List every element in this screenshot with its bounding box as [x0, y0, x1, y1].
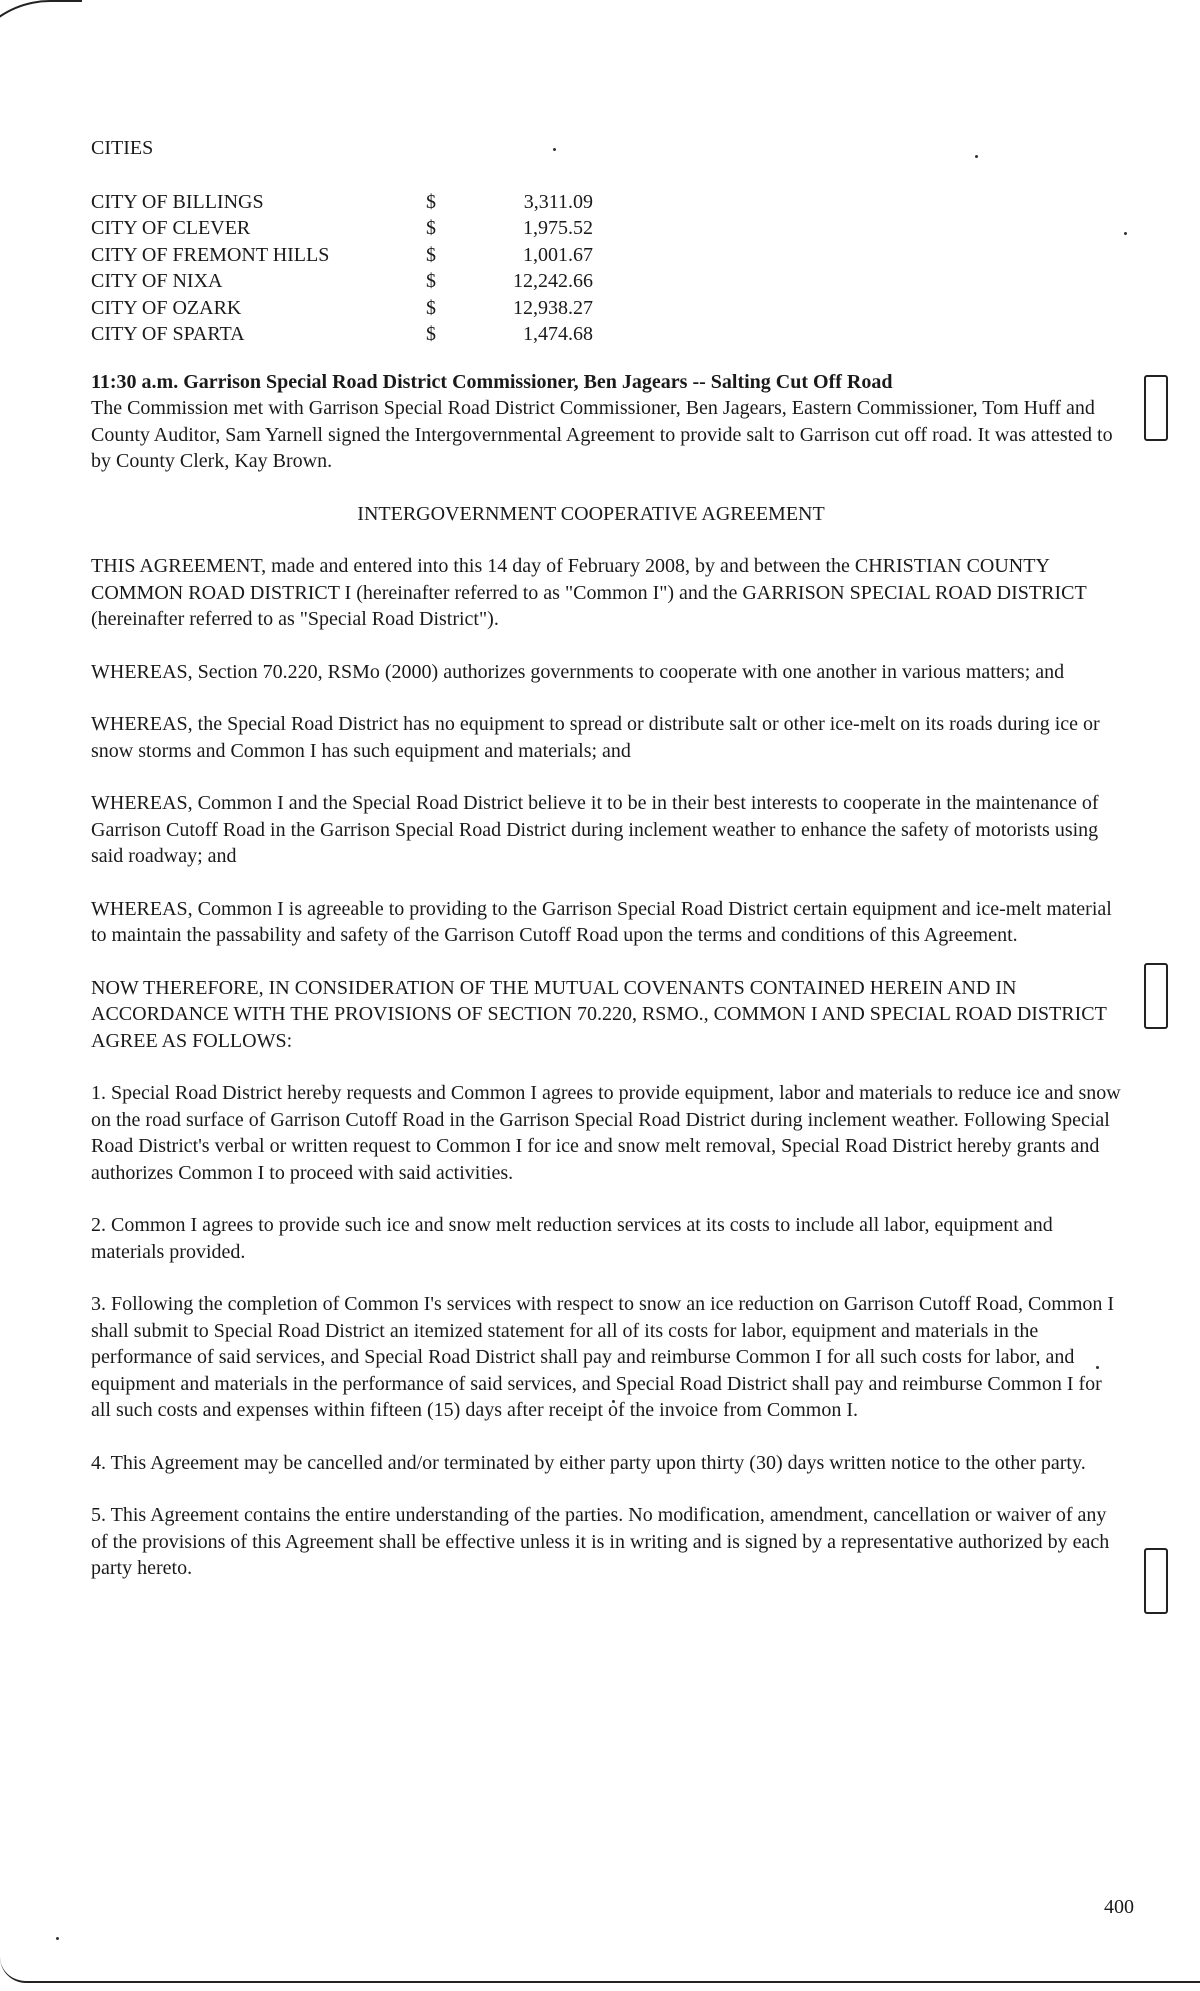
city-amount: 1,975.52 [523, 217, 593, 239]
city-amount: 12,938.27 [513, 296, 593, 319]
cities-heading: CITIES [91, 137, 154, 159]
agreement-clause: 3. Following the completion of Common I's services with respect to snow an ice reduction on Garrison Cutoff Road, Common I shall submit to Special Road District an itemized statement for all of its costs for labor, equipment and materials in the performance of said services, and Special Road District shall pay and reimburse Common I for all such costs for labor, and equipment and materials in the performance of said services, and Special Road District shall pay and reimburse Common I for all such costs and expenses within fifteen (15) days after receipt of the invoice from Common I. [91, 1293, 1115, 1421]
agreement-clause: 5. This Agreement contains the entire understanding of the parties. No modification, amendment, cancellation or waiver of any of the provisions of this Agreement shall be effective unless it is in writing and is signed by a representative authorized by each party hereto. [91, 1504, 1110, 1579]
table-row [91, 295, 593, 322]
page-number: 400 [1104, 1896, 1134, 1918]
scan-speck [56, 1937, 59, 1940]
city-name: CITY OF FREMONT HILLS [91, 243, 330, 266]
city-amount: 1,001.67 [523, 243, 593, 266]
whereas-clause: WHEREAS, the Special Road District has no equipment to spread or distribute salt or other ice-melt on its roads during ice or snow storms and Common I has such equipment and materials; and [91, 713, 1100, 762]
whereas-clause: WHEREAS, Common I is agreeable to providing to the Garrison Special Road District certain equipment and ice-melt material to maintain the passability and safety of the Garrison Cutoff Road upon the terms and conditions of this Agreement. [91, 897, 1112, 946]
city-name: CITY OF SPARTA [91, 323, 245, 345]
city-name: CITY OF CLEVER [91, 217, 251, 239]
scan-speck [1124, 232, 1127, 235]
city-name: CITY OF BILLINGS [91, 190, 264, 213]
scan-bottom-edge-artifact [0, 1957, 1200, 1983]
meeting-summary: The Commission met with Garrison Special Road District Commissioner, Ben Jagears, Eastern Commissioner, Tom Huff and County Auditor, Sam Yarnell signed the Intergovernmental Agreement to provide salt to Garrison cut off road. It was attested to by County Clerk, Kay Brown. [91, 397, 1113, 472]
agreement-clause: 2. Common I agrees to provide such ice and snow melt reduction services at its costs to include all labor, equipment and materials provided. [91, 1214, 1053, 1263]
city-name: CITY OF NIXA [91, 270, 223, 292]
agreement-clause: 4. This Agreement may be cancelled and/or terminated by either party upon thirty (30) days written notice to the other party. [91, 1451, 1086, 1474]
whereas-clause: WHEREAS, Common I and the Special Road District believe it to be in their best interests to cooperate in the maintenance of Garrison Cutoff Road in the Garrison Special Road District during inclement weather to enhance the safety of motorists using said roadway; and [91, 792, 1099, 867]
scan-corner-artifact [0, 0, 82, 122]
margin-box-mark [1144, 375, 1168, 441]
table-row [91, 268, 593, 295]
meeting-title: 11:30 a.m. Garrison Special Road District Commissioner, Ben Jagears -- Salting Cut Off Road [91, 370, 893, 393]
margin-box-mark [1144, 963, 1168, 1029]
table-row [91, 321, 593, 348]
now-therefore-clause: NOW THEREFORE, IN CONSIDERATION OF THE MUTUAL COVENANTS CONTAINED HEREIN AND IN ACCORDANCE WITH THE PROVISIONS OF SECTION 70.220, RSMO., COMMON I AND SPECIAL ROAD DISTRICT AGREE AS FOLLOWS: [91, 976, 1107, 1052]
city-amount: 3,311.09 [523, 190, 593, 213]
table-row [91, 242, 593, 269]
currency-symbol: $ [426, 323, 436, 345]
city-amount: 1,474.68 [523, 323, 593, 345]
margin-box-mark [1144, 1548, 1168, 1614]
currency-symbol: $ [426, 190, 436, 213]
whereas-clause: WHEREAS, Section 70.220, RSMo (2000) authorizes governments to cooperate with one another in various matters; and [91, 660, 1065, 683]
cities-table [91, 189, 593, 348]
currency-symbol: $ [426, 270, 436, 292]
agreement-title: INTERGOVERNMENT COOPERATIVE AGREEMENT [357, 502, 825, 525]
city-name: CITY OF OZARK [91, 296, 242, 319]
currency-symbol: $ [426, 243, 436, 266]
city-amount: 12,242.66 [513, 270, 593, 292]
agreement-clause: 1. Special Road District hereby requests and Common I agrees to provide equipment, labor and materials to reduce ice and snow on the road surface of Garrison Cutoff Road in the Garrison Special Road District during inclement weather. Following Special Road District's verbal or written request to Common I for ice and snow melt removal, Special Road District hereby grants and authorizes Common I to proceed with said activities. [91, 1082, 1121, 1184]
currency-symbol: $ [426, 296, 436, 319]
table-row [91, 215, 593, 242]
currency-symbol: $ [426, 217, 436, 239]
table-row [91, 189, 593, 216]
agreement-intro: THIS AGREEMENT, made and entered into this 14 day of February 2008, by and between the CHRISTIAN COUNTY COMMON ROAD DISTRICT I (hereinafter referred to as "Common I") and the GARRISON SPECIAL ROAD DISTRICT (hereinafter referred to as "Special Road District"). [91, 555, 1087, 630]
document-body [91, 135, 1121, 1582]
